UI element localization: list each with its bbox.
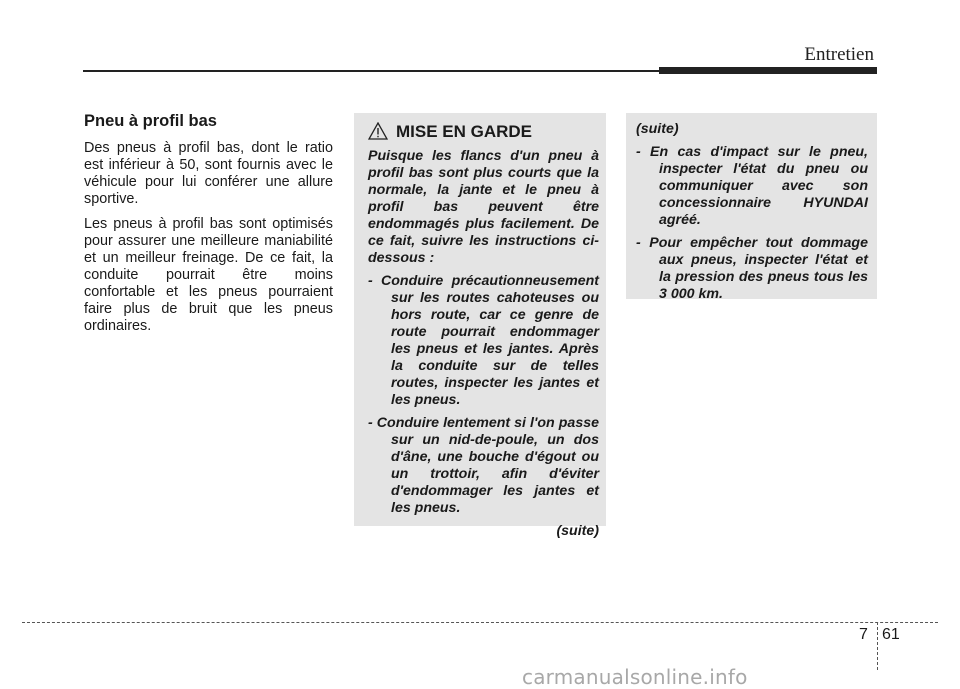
continued-label: (suite) bbox=[636, 121, 679, 137]
warning-title: MISE EN GARDE bbox=[396, 121, 533, 141]
intro-column bbox=[84, 112, 333, 343]
warning-header bbox=[368, 120, 599, 142]
warning-intro: Puisque les flancs d'un pneu à profil bas sont plus courts que la normale, la jante et le pneu à profil bas peuvent être endommagés plus facilement. De ce fait, suivre les instructions ci-dessous : bbox=[368, 148, 599, 266]
warning-item: - Conduire précautionneusement sur les routes cahoteuses ou hors route, car ce genre de route pourrait endommager les pneus et les jantes. Après la conduite sur de telles routes, inspecter les jantes et les pneus. bbox=[368, 273, 599, 408]
paragraph: Des pneus à profil bas, dont le ratio est inférieur à 50, sont fournis avec le véhicule pour lui conférer une allure sportive. bbox=[84, 140, 333, 207]
header-rule bbox=[83, 70, 661, 72]
warning-item: - Conduire lentement si l'on passe sur un nid-de-poule, un dos d'âne, une bouche d'égout ou un trottoir, afin d'éviter d'endommager les jantes et les pneus. bbox=[368, 415, 599, 516]
warning-item: - Pour empêcher tout dommage aux pneus, inspecter l'état et la pression des pneus tous les 3 000 km. bbox=[636, 235, 868, 302]
warning-triangle-icon bbox=[368, 122, 388, 140]
warning-item: - En cas d'impact sur le pneu, inspecter l'état du pneu ou communiquer avec son concessionnaire HYUNDAI agréé. bbox=[636, 144, 868, 228]
section-title: Entretien bbox=[804, 44, 874, 65]
warning-box bbox=[354, 113, 606, 539]
watermark: carmanualsonline.info bbox=[522, 665, 748, 689]
continued-label: (suite) bbox=[556, 523, 599, 539]
chapter-number: 7 bbox=[859, 626, 868, 643]
paragraph: Les pneus à profil bas sont optimisés pour assurer une meilleure maniabilité et un meilleur freinage. De ce fait, la conduite pourrait être moins confortable et les pneus pourraient faire plus de bruit que les pneus ordinaires. bbox=[84, 216, 333, 334]
continuation-box bbox=[626, 113, 877, 302]
footer-divider bbox=[877, 622, 878, 670]
footer-rule bbox=[22, 622, 938, 623]
page-number: 61 bbox=[882, 626, 900, 643]
header-rule-accent bbox=[659, 67, 877, 74]
section-heading: Pneu à profil bas bbox=[84, 112, 217, 130]
